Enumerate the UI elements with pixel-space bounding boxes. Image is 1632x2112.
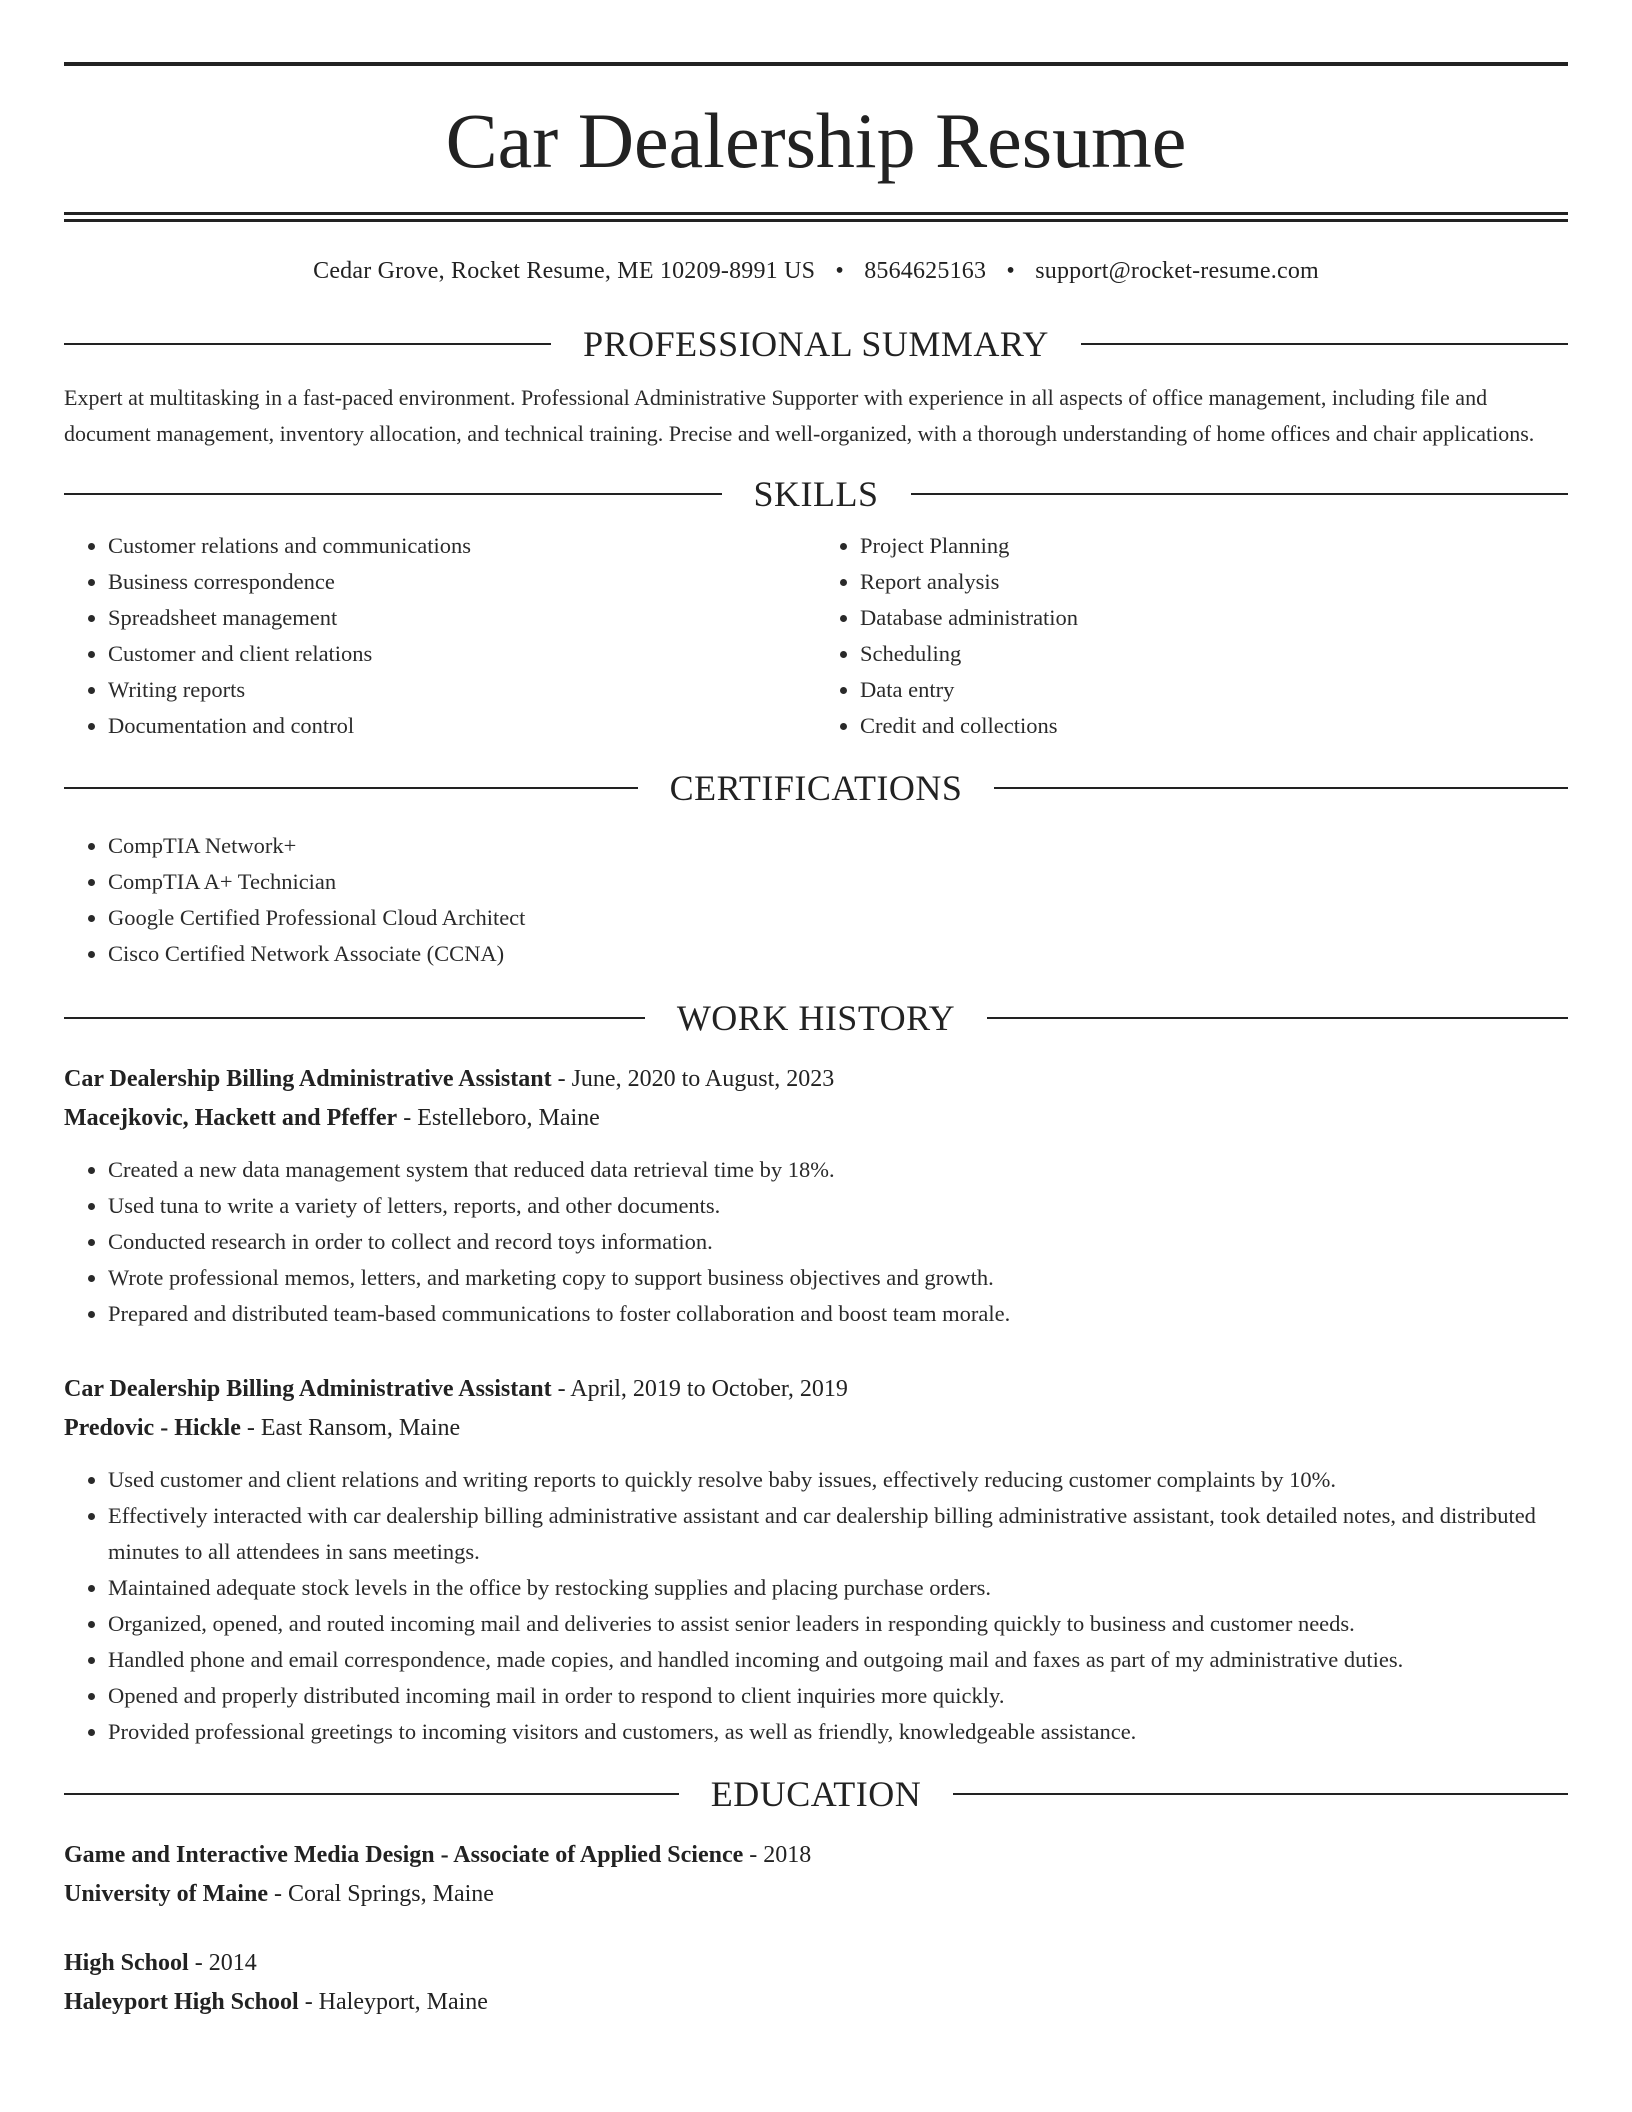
job-bullet: • Conducted research in order to collect and record toys information. xyxy=(108,1224,1568,1260)
education-entry xyxy=(64,1944,1568,2022)
education-year: - 2014 xyxy=(188,1950,257,1976)
skill-item: • Business correspondence xyxy=(108,564,816,600)
job-bullet: • Used customer and client relations and writing reports to quickly resolve baby issues, effectively reducing customer complaints by 10%. xyxy=(108,1462,1568,1498)
contact-phone: 8564625163 xyxy=(864,258,987,284)
summary-text: Expert at multitasking in a fast-paced environment. Professional Administrative Supporter with experience in all aspects of office management, including file and document management, inventory allocation, and technical training. Precise and well-organized, with a thorough understanding of home offices and chair applications. xyxy=(64,385,1535,446)
job-bullet: • Organized, opened, and routed incoming mail and deliveries to assist senior leaders in responding quickly to business and customer needs. xyxy=(108,1606,1568,1642)
education-degree-line xyxy=(64,1944,1568,1983)
contact-separator: • xyxy=(1006,258,1015,284)
contact-separator: • xyxy=(835,258,844,284)
skill-item: • Documentation and control xyxy=(108,708,816,744)
education-heading-label: EDUCATION xyxy=(710,1774,922,1814)
skill-item: • Database administration xyxy=(860,600,1568,636)
job-company: Macejkovic, Hackett and Pfeffer xyxy=(64,1105,398,1131)
job-dates: - June, 2020 to August, 2023 xyxy=(551,1066,835,1092)
skills-heading-label: SKILLS xyxy=(753,474,879,514)
certifications-heading-label: CERTIFICATIONS xyxy=(669,768,963,808)
education-location: - Haleyport, Maine xyxy=(298,1989,488,2015)
education-school: University of Maine xyxy=(64,1881,268,1907)
education-entry xyxy=(64,1836,1568,1914)
job-bullets xyxy=(64,1462,1568,1750)
skills-column-left xyxy=(64,528,816,744)
education-degree-line xyxy=(64,1836,1568,1875)
job-bullet: • Created a new data management system that reduced data retrieval time by 18%. xyxy=(108,1152,1568,1188)
education-school: Haleyport High School xyxy=(64,1989,299,2015)
certification-item: • CompTIA Network+ xyxy=(108,828,1568,864)
skill-item: • Customer and client relations xyxy=(108,636,816,672)
heading-rule xyxy=(64,787,638,789)
certification-item: • Cisco Certified Network Associate (CCNA) xyxy=(108,936,1568,972)
heading-rule xyxy=(64,343,551,345)
job-company-line xyxy=(64,1409,1568,1448)
job-bullet: • Prepared and distributed team-based communications to foster collaboration and boost team morale. xyxy=(108,1296,1568,1332)
skill-item: • Project Planning xyxy=(860,528,1568,564)
education-heading xyxy=(64,1772,1568,1816)
job-title: Car Dealership Billing Administrative Assistant xyxy=(64,1066,552,1092)
heading-rule xyxy=(987,1017,1568,1019)
job-title-line xyxy=(64,1370,1568,1409)
certification-item: • Google Certified Professional Cloud Architect xyxy=(108,900,1568,936)
skill-item: • Data entry xyxy=(860,672,1568,708)
job-company-line xyxy=(64,1099,1568,1138)
top-rule xyxy=(64,62,1568,66)
job-title-line xyxy=(64,1060,1568,1099)
summary-heading-label: PROFESSIONAL SUMMARY xyxy=(583,324,1049,364)
skills-list xyxy=(64,528,1568,744)
heading-rule xyxy=(64,1017,645,1019)
job-dates: - April, 2019 to October, 2019 xyxy=(551,1376,848,1402)
heading-rule xyxy=(953,1793,1568,1795)
certifications-heading xyxy=(64,766,1568,810)
heading-rule xyxy=(994,787,1568,789)
skill-item: • Credit and collections xyxy=(860,708,1568,744)
job-company: Predovic - Hickle xyxy=(64,1415,241,1441)
education-school-line xyxy=(64,1875,1568,1914)
job-bullet: • Effectively interacted with car dealership billing administrative assistant and car dealership billing administrative assistant, took detailed notes, and distributed minutes to all attendees in sans meetings. xyxy=(108,1498,1568,1570)
job-bullet: • Maintained adequate stock levels in the office by restocking supplies and placing purchase orders. xyxy=(108,1570,1568,1606)
skill-item: • Report analysis xyxy=(860,564,1568,600)
resume-title: Car Dealership Resume xyxy=(445,97,1187,184)
skill-item: • Scheduling xyxy=(860,636,1568,672)
education-degree: High School xyxy=(64,1950,189,1976)
contact-line xyxy=(64,256,1568,286)
job-entry xyxy=(64,1370,1568,1750)
heading-rule xyxy=(911,493,1569,495)
work-history-heading-label: WORK HISTORY xyxy=(676,998,956,1038)
job-bullet: • Handled phone and email correspondence, made copies, and handled incoming and outgoing mail and faxes as part of my administrative duties. xyxy=(108,1642,1568,1678)
job-bullet: • Opened and properly distributed incoming mail in order to respond to client inquiries more quickly. xyxy=(108,1678,1568,1714)
job-bullet: • Wrote professional memos, letters, and marketing copy to support business objectives and growth. xyxy=(108,1260,1568,1296)
education-school-line xyxy=(64,1983,1568,2022)
education-year: - 2018 xyxy=(743,1842,812,1868)
certifications-list xyxy=(64,828,1568,972)
contact-email: support@rocket-resume.com xyxy=(1035,258,1319,284)
job-bullet: • Used tuna to write a variety of letters, reports, and other documents. xyxy=(108,1188,1568,1224)
skill-item: • Writing reports xyxy=(108,672,816,708)
skill-item: • Spreadsheet management xyxy=(108,600,816,636)
education-degree: Game and Interactive Media Design - Associate of Applied Science xyxy=(64,1842,744,1868)
skill-item: • Customer relations and communications xyxy=(108,528,816,564)
job-location: - East Ransom, Maine xyxy=(240,1415,461,1441)
heading-rule xyxy=(64,493,722,495)
contact-address: Cedar Grove, Rocket Resume, ME 10209-8991 US xyxy=(313,258,816,284)
work-history-heading xyxy=(64,996,1568,1040)
job-bullet: • Provided professional greetings to incoming visitors and customers, as well as friendly, knowledgeable assistance. xyxy=(108,1714,1568,1750)
education-location: - Coral Springs, Maine xyxy=(267,1881,494,1907)
heading-rule xyxy=(1081,343,1568,345)
summary-heading xyxy=(64,322,1568,366)
skills-column-right xyxy=(816,528,1568,744)
heading-rule xyxy=(64,1793,679,1795)
skills-heading xyxy=(64,472,1568,516)
certification-item: • CompTIA A+ Technician xyxy=(108,864,1568,900)
job-entry xyxy=(64,1060,1568,1332)
job-title: Car Dealership Billing Administrative Assistant xyxy=(64,1376,552,1402)
job-location: - Estelleboro, Maine xyxy=(397,1105,600,1131)
job-bullets xyxy=(64,1152,1568,1332)
resume-page xyxy=(64,0,1568,2022)
title-double-rule xyxy=(64,212,1568,222)
